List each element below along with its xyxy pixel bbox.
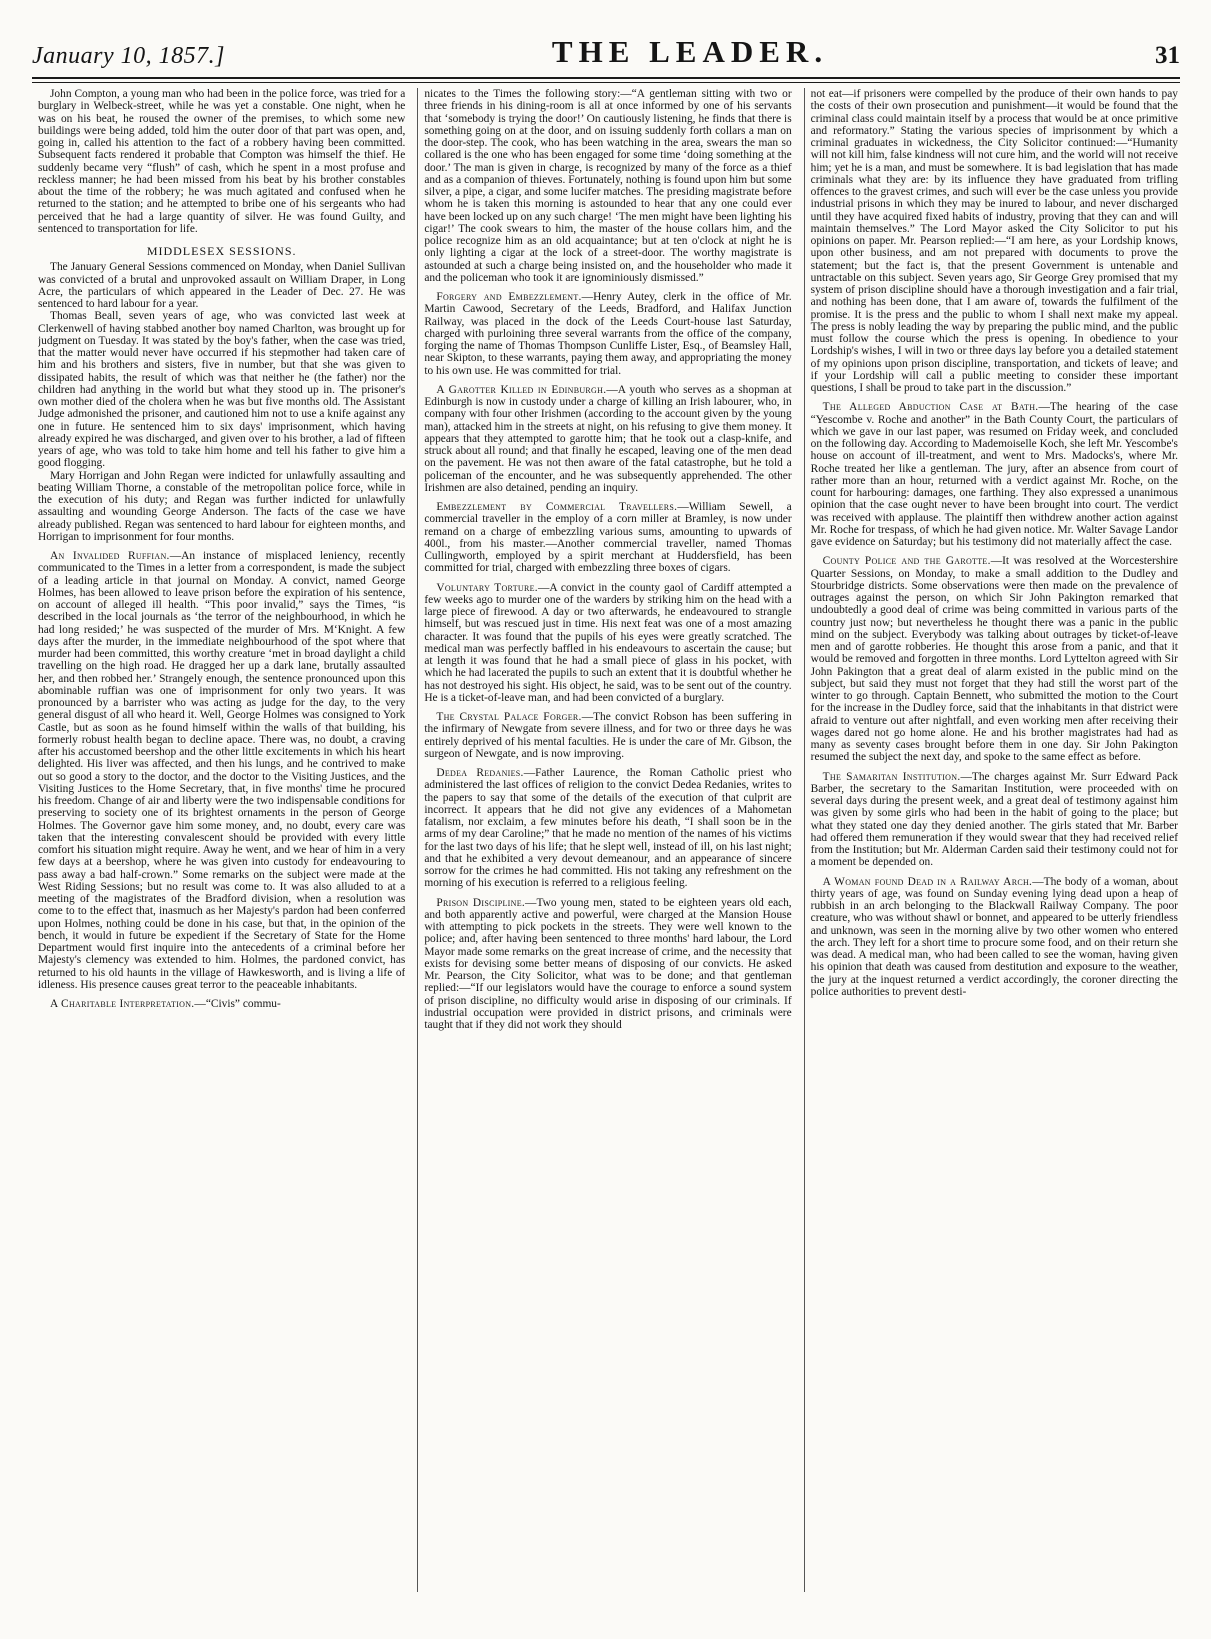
- article-text: —The hearing of the case “Yescombe v. Roche and another” in the Bath County Court, the particulars of which we gave in our last paper, was resumed on Friday week, and concluded on the following day. According to Mademoiselle Koch, she left Mr. Yescombe's house on account of ill-treatment, and went to Mrs. Madocks's, where Mr. Roche treated her like a gentleman. The jury, after an absence from court of rather more than an hour, returned with a verdict against Mr. Roche, on the count for harbouring: damages, one farthing. They also expressed a unanimous opinion that the case ought never to have been brought into court. The verdict was received with applause. The plaintiff then withdrew another action against Mr. Roche for trespass, of which he had given notice. Mr. Walter Savage Landor gave evidence on Saturday; but his testimony did not materially affect the case.: [810, 401, 1178, 548]
- article-text: —It was resolved at the Worcestershire Quarter Sessions, on Monday, to make a small addition to the Dudley and Stourbridge districts. Some observations were then made on the prevalence of outrages against the person, on which Sir John Pakington remarked that undoubtedly a good deal of crime was being committed in various parts of the country just now; but nevertheless he thought there was a panic in the public mind on the subject. Everybody was talking about outrages by ticket-of-leave men and of garotte robberies. He thought this arose from a panic, and that it would be removed and forgotten in three months. Lord Lyttelton agreed with Sir John Pakington that a great deal of alarm existed in the public mind on the subject, but said they must not forget that they had still the worst part of the winter to go through. Captain Bennett, who submitted the motion to the Court for the increase in the Dudley force, said that the inhabitants in that district were afraid to venture out after nightfall, and even working men after receiving their wages dared not go home alone. He and his brother magistrates had had as many as seventy cases brought before them in one day. Sir John Pakington resumed the subject the next day, and spoke to the same effect as before.: [810, 555, 1178, 764]
- article-lead: A Charitable Interpretation.: [50, 998, 195, 1010]
- article-lead: An Invalided Ruffian.: [50, 550, 170, 562]
- article-paragraph: [424, 291, 791, 377]
- article-text: —Father Laurence, the Roman Catholic priest who administered the last offices of religion to the convict Dedea Redanies, writes to the papers to say that some of the details of the execution of that culprit are incorrect. It appears that he did not give any evidences of a Mahometan fatalism, nor exclaim, a few minutes before his death, “I shall soon be in the arms of my dear Caroline;” that he made no mention of the names of his victims for the last two days of his life; that he slept well, instead of ill, on his last night; and that he exhibited a very devout demeanour, and an appearance of sincere sorrow for the crimes he had committed. His not taking any refreshment on the morning of his execution is referred to a religious feeling.: [424, 767, 792, 890]
- article-paragraph: [811, 88, 1178, 394]
- article-lead: County Police and the Garotte.: [822, 555, 991, 568]
- article-text: nicates to the Times the following story:—“A gentleman sitting with two or three friends in his dining-room is all at once informed by one of his servants that ‘somebody is trying the door!’ On cautiously listening, he finds that there is something going on at the door, and on issuing suddenly forth collars a man on the door-step. The cook, who has been watching in the area, swears the man so collared is the one who has been engaged for some time ‘doing something at the door.’ The man is given in charge, is recognized by many of the force as a thief and as a companion of thieves. Fortunately, nothing is found upon him but some silver, a pipe, a cigar, and some lucifer matches. The presiding magistrate before whom he is taken this morning is astounded to hear that any one could ever have been locked up on any such charge! ‘The men might have been lighting his cigar!’ The cook swears to him, the master of the house collars him, and the police recognize him as an old acquaintance; but at ten o'clock at night he is only lighting a cigar at the lock of a street-door. The worthy magistrate is astounded at such a charge being insisted on, and the householder who made it and the policeman who took it are ignominiously dismissed.”: [424, 88, 792, 284]
- column-2: [417, 88, 791, 1592]
- article-paragraph: [38, 998, 405, 1010]
- issue-date: January 10, 1857.]: [32, 43, 225, 69]
- masthead: [32, 30, 1180, 70]
- article-lead: A Garotter Killed in Edinburgh.: [436, 383, 607, 396]
- article-paragraph: [38, 470, 405, 544]
- article-lead: Voluntary Torture.: [436, 581, 538, 594]
- article-text: —The body of a woman, about thirty years of age, was found on Sunday evening lying dead upon a heap of rubbish in an arch belonging to the Blackwall Railway Company. The poor creature, who was without shawl or bonnet, and appeared to be utterly friendless and unknown, was seen in the morning alive by two other women who entered the arch. They left for a short time to procure some food, and on their return she was dead. A medical man, who had been called to see the woman, having given his opinion that death was caused from destitution and exposure to the weather, the jury at the inquest returned a verdict accordingly, the coroner directing the police authorities to prevent desti-: [810, 875, 1178, 998]
- article-paragraph: [38, 261, 405, 310]
- column-3: [804, 88, 1178, 1592]
- article-paragraph: [811, 401, 1178, 548]
- article-text: —William Sewell, a commercial traveller in the employ of a corn miller at Bramley, is now under remand on a charge of embezzling various sums, amounting to upwards of 400l., from his master.—Another commercial traveller, named Thomas Cullingworth, employed by a spirit merchant at Huddersfield, has been committed for trial, charged with embezzling three boxes of cigars.: [424, 501, 792, 575]
- article-paragraph: [424, 88, 791, 284]
- article-text: John Compton, a young man who had been in the police force, was tried for a burglary in Welbeck-street, while he was yet a constable. One night, when he was on his beat, he roused the owner of the premises, to which some new buildings were being added, told him the outer door of that part was open, and, going in, called his attention to the fact of a robbery having been committed. Subsequent facts rendered it probable that Compton was himself the thief. He suddenly became very “flush” of cash, which he spent in a most profuse and reckless manner; he had been missed from his beat by his brother constables about the time of the robbery; he was much agitated and confused when he returned to the station; and he attempted to bribe one of his sergeants who had perceived that he had a large quantity of silver. He was found Guilty, and sentenced to transportation for life.: [38, 88, 406, 235]
- article-text: —The charges against Mr. Surr Edward Pack Barber, the secretary to the Samaritan Institution, were proceeded with on several days during the present week, and a great deal of testimony against him was given by some girls who had been in the habit of going to the place; but what they stated one day they denied another. The girls stated that Mr. Barber had offered them remuneration if they would swear that they had received relief from the Institution; but Mr. Alderman Carden said their testimony could not for a moment be depended on.: [810, 770, 1178, 869]
- article-paragraph: [38, 88, 405, 235]
- article-text: —“Civis” commu-: [194, 998, 281, 1010]
- article-text: —An instance of misplaced leniency, recently communicated to the Times in a letter from a correspondent, is made the subject of a leading article in that journal on Monday. A convict, named George Holmes, has been allowed to leave prison before the expiration of his sentence, on account of alleged ill health. “This poor invalid,” says the Times, “is described in the local journals as ‘the terror of the neighbourhood, in which he had long resided;’ he was suspected of the murder of Mrs. M‘Knight. A few days after the murder, in the immediate neighbourhood of the spot where that murder had been committed, this worthy creature ‘met in broad daylight a child travelling on the high road. He dragged her up a dark lane, brutally assaulted her, and then robbed her.’ Strangely enough, the sentence pronounced upon this abominable ruffian was one of imprisonment for only two years. It was pronounced by a barrister who was acting as judge for the day, to the very general disgust of all who heard it. Well, George Holmes was consigned to York Castle, but as soon as he found himself within the walls of that building, his formerly robust health began to decline apace. There was, no doubt, a craving after his accustomed beershop and the other little excitements in which his heart delighted. His liver was affected, and then his lungs, and he contrived to make out so good a story to the doctor, and the doctor to the Visiting Justices, and the Visiting Justices to the Home Secretary, that, in five months' time he procured his freedom. Change of air and liberty were the two indispensable conditions for preserving to society one of its brightest ornaments in the person of George Holmes. The Governor gave him some money, and, no doubt, every care was taken that the interesting convalescent should be provided with every little comfort his situation might require. Away he went, and we hear of him in a very few days at a beershop, where he was given into custody for endeavouring to pass away a bad half-crown.” Some remarks on the subject were made at the West Riding Sessions; but no result was come to. It was also alluded to at a meeting of the magistrates of the Bradford division, when a resolution was come to to the effect that, inasmuch as her Majesty's pardon had been conferred upon Holmes, nothing could be done in his case, but that, in the opinion of the bench, it would in future be expedient if the Secretary of State for the Home Department would first inquire into the antecedents of a criminal before her Majesty's clemency was extended to him. Holmes, the pardoned convict, has returned to his old haunts in the village of Hawkesworth, and is living a life of idleness. His presence causes great terror to the peaceable inhabitants.: [38, 550, 406, 991]
- masthead-rule: [32, 77, 1180, 79]
- article-lead: The Samaritan Institution.: [822, 770, 961, 783]
- article-paragraph: [424, 501, 791, 575]
- article-paragraph: [424, 582, 791, 705]
- article-lead: A Woman found Dead in a Railway Arch.: [822, 875, 1033, 888]
- column-1: [38, 88, 405, 1592]
- article-text: —Henry Autey, clerk in the office of Mr. Martin Cawood, Secretary of the Leeds, Bradford, and Halifax Junction Railway, was placed in the dock of the Leeds Court-house last Saturday, charged with purloining three several warrants from the office of the company, forging the name of Thomas Thompson Cunliffe Lister, Esq., of Beamsley Hall, near Skipton, to these warrants, paying them away, and appropriating the money to his own use. He was committed for trial.: [424, 291, 792, 377]
- newspaper-title: THE LEADER.: [551, 34, 829, 69]
- article-paragraph: [424, 711, 791, 760]
- article-paragraph: [38, 310, 405, 469]
- article-text: Thomas Beall, seven years of age, who was convicted last week at Clerkenwell of having stabbed another boy named Charlton, was brought up for judgment on Tuesday. It was stated by the boy's father, when the case was tried, that the matter would never have occurred if his stepmother had taken care of him and his brothers and sisters, five in number, but that she was given to dissipated habits, the result of which was that neither he (the father) nor the children had anything in the world but what they stood up in. The prisoner's own mother died of the cholera when he was but five months old. The Assistant Judge admonished the prisoner, and cautioned him not to use a knife against any one in future. He sentenced him to six days' imprisonment, which having already expired he was discharged, and given over to his brother, a lad of fifteen years of age, who was told to take him home and tell his father to give him a good flogging.: [38, 310, 406, 470]
- article-text: —A youth who serves as a shopman at Edinburgh is now in custody under a charge of killing an Irish labourer, who, in company with four other Irishmen (according to the account given by the young man), attacked him in the streets at night, on his refusing to give them money. It appears that they attempted to garotte him; that he took out a clasp-knife, and struck about all round; and that finally he escaped, leaving one of the men dead on the pavement. He was not then aware of the fatal catastrophe, but he told a policeman of the encounter, and he was subsequently apprehended. The other Irishmen are also detained, pending an inquiry.: [424, 383, 792, 494]
- article-paragraph: [424, 767, 791, 890]
- article-lead: Dedea Redanies.: [436, 767, 524, 779]
- article-text: —Two young men, stated to be eighteen years old each, and both apparently active and powerful, were charged at the Mansion House with attempting to pick pockets in the streets. They were well known to the police; and, after having been sentenced to three months' hard labour, the Lord Mayor made some remarks on the great increase of crime, and the necessity that exists for devising some better means of disposing of our convicts. He asked Mr. Pearson, the City Solicitor, what was to be done; and that gentleman replied:—“If our legislators would have the courage to enforce a sound system of prison discipline, no difficulty would arise in disposing of our criminals. If industrial occupation were provided in district prisons, and criminals were taught that if they did not work they should: [424, 896, 792, 1031]
- article-text: Mary Horrigan and John Regan were indicted for unlawfully assaulting and beating William Thorne, a constable of the metropolitan police force, while in the execution of his duty; and Regan was further indicted for unlawfully assaulting and wounding George Anderson. The facts of the case we have already published. Regan was sentenced to hard labour for eighteen months, and Horrigan to imprisonment for four months.: [38, 469, 406, 543]
- section-heading: MIDDLESEX SESSIONS.: [146, 244, 297, 258]
- page-number: 31: [1155, 42, 1180, 69]
- article-paragraph: [811, 771, 1178, 869]
- article-lead: The Crystal Palace Forger.: [436, 711, 582, 723]
- article-text: not eat—if prisoners were compelled by the produce of their own hands to pay the costs of their own prosecution and punishment—it would be found that the criminal class could maintain itself by a process that would be at once primitive and reformatory.” Stating the various species of imprisonment by which a criminal graduates in wickedness, the City Solicitor continued:—“Humanity will not kill him, false kindness will not cure him, and the world will not receive him; yet he is a man, and must be somewhere. It is bad legislation that has made criminals what they are: by its influence they have graduated from trifling offences to the gravest crimes, and such will ever be the case unless you provide industrial prisons in which they may be inured to labour, and never discharged until they have acquired fixed habits of industry, proving that they can and will maintain themselves.” The Lord Mayor asked the City Solicitor to put his opinions on paper. Mr. Pearson replied:—“I am here, as your Lordship knows, upon other business, and am not prepared with documents to prove the statement; but the fact is, that the present Government is untenable and untractable on this subject. Seven years ago, Sir George Grey promised that my system of prison discipline should have a thorough investigation and a fair trial, and nothing has been done, that I am aware of, towards the fulfilment of the promise. It is the press and the public to whom I shall next make my appeal. The press is nobly leading the way by preparing the public mind, and the public must follow the course which the press is opening. In obedience to your Lordship's wishes, I will in two or three days lay before you a detailed statement of my opinions upon prison discipline, transportation, and tickets of leave; and if your Lordship will call a public meeting to consider these important questions, I shall be proud to take part in the discussion.”: [810, 88, 1178, 394]
- article-paragraph: [424, 897, 791, 1032]
- masthead-rule-thin: [32, 82, 1180, 83]
- article-paragraph: [424, 384, 791, 494]
- article-text: The January General Sessions commenced on Monday, when Daniel Sullivan was convicted of a brutal and unprovoked assault on William Draper, in Long Acre, the particulars of which appeared in the Leader of Dec. 27. He was sentenced to hard labour for a year.: [38, 261, 406, 310]
- article-lead: Prison Discipline.: [436, 896, 526, 909]
- article-lead: Forgery and Embezzlement.: [436, 291, 582, 303]
- article-paragraph: [38, 550, 405, 991]
- article-columns: [38, 88, 1178, 1592]
- article-text: —A convict in the county gaol of Cardiff attempted a few weeks ago to murder one of the warders by striking him on the head with a large piece of firewood. A day or two afterwards, he endeavoured to strangle himself, but was rescued just in time. His next feat was one of a most amazing character. It was found that the pupils of his eyes were greatly scratched. The medical man was perfectly baffled in his endeavours to ascertain the cause; but at length it was found that he had a small piece of glass in his pocket, with which he had lacerated the pupils to such an extent that it is doubtful whether he has not destroyed his sight. His object, he said, was to be sent out of the country. He is a ticket-of-leave man, and had been convicted of a burglary.: [424, 581, 792, 704]
- article-paragraph: [811, 876, 1178, 999]
- article-paragraph: [811, 555, 1178, 763]
- article-lead: Embezzlement by Commercial Travellers.: [436, 501, 678, 513]
- article-text: —The convict Robson has been suffering in the infirmary of Newgate from severe illness, and for two or three days he was entirely deprived of his mental faculties. He is under the care of Mr. Gibson, the surgeon of Newgate, and is now improving.: [424, 711, 792, 760]
- article-lead: The Alleged Abduction Case at Bath.: [822, 401, 1039, 414]
